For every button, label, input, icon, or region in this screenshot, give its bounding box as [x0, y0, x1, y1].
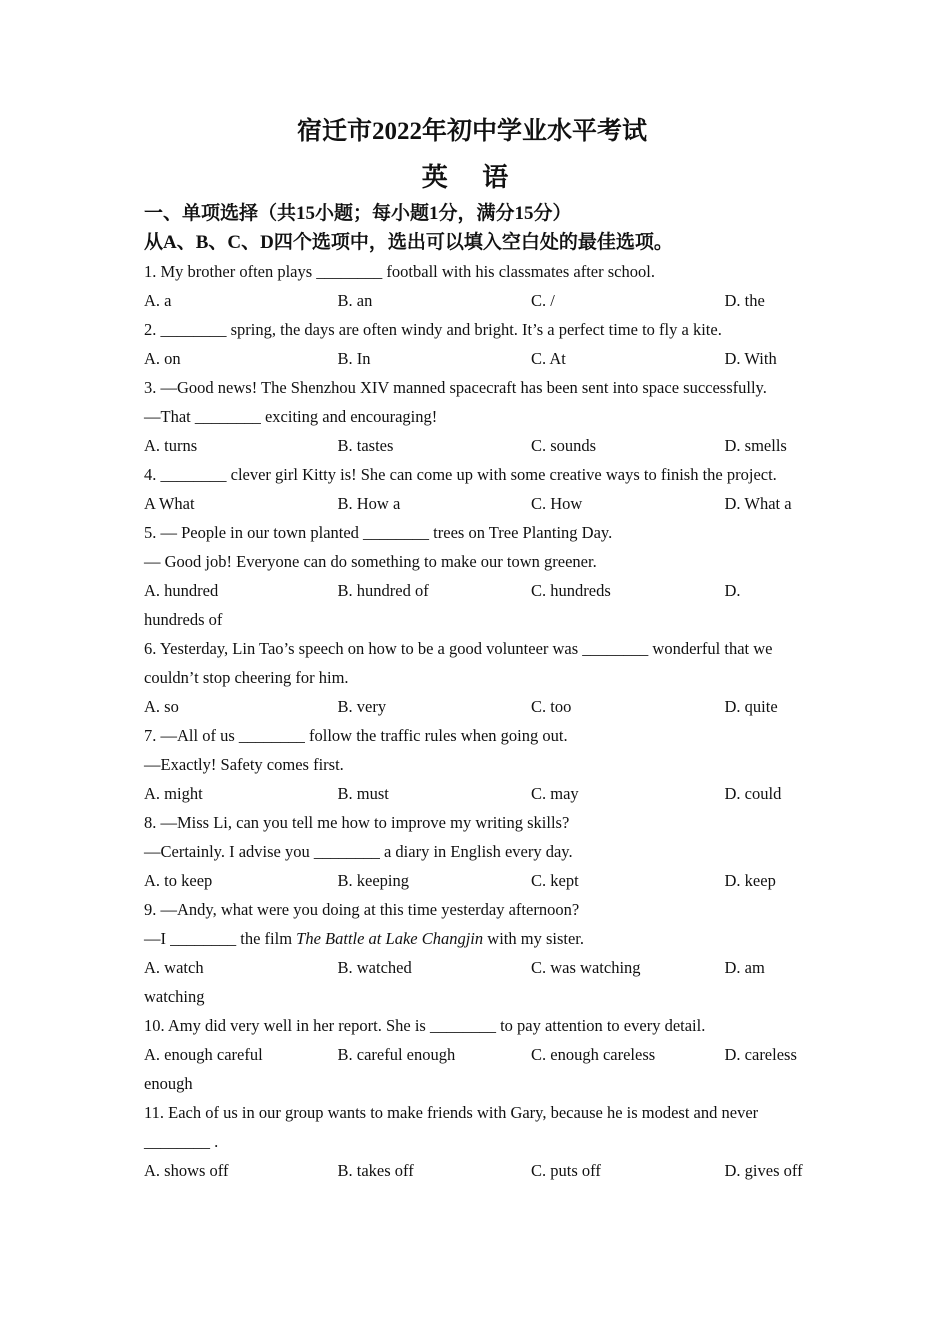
option-a: A. shows off [144, 1161, 229, 1180]
question-text-line-2: —That ________ exciting and encouraging! [144, 407, 438, 426]
question-10 [144, 1011, 824, 1098]
option-a: A What [144, 494, 195, 513]
question-text: 10. Amy did very well in her report. She is ________ to pay attention to every detail. [144, 1016, 706, 1035]
question-4 [144, 460, 824, 518]
option-c: C. too [531, 697, 572, 716]
option-d: D. careless [724, 1045, 797, 1064]
exam-subject: 英 语 [421, 163, 523, 192]
option-d: D. quite [724, 697, 778, 716]
option-d: D. could [724, 784, 782, 803]
options-row [144, 866, 824, 895]
option-a: A. to keep [144, 871, 213, 890]
options-row [144, 1040, 824, 1069]
question-text: 6. Yesterday, Lin Tao’s speech on how to be a good volunteer was ________ wonderful that we [144, 639, 773, 658]
question-2 [144, 315, 824, 373]
option-d: D. [724, 581, 741, 600]
option-c: C. may [531, 784, 579, 803]
options-row [144, 953, 824, 982]
question-text: 3. —Good news! The Shenzhou XIV manned spacecraft has been sent into space successfully. [144, 378, 767, 397]
question-text-line-2 [144, 924, 824, 953]
question-9 [144, 895, 824, 1011]
option-b: B. hundred of [337, 581, 429, 600]
options-row [144, 1156, 824, 1185]
film-title: The Battle at Lake Changjin [296, 929, 484, 948]
option-c: C. How [531, 494, 583, 513]
options-row [144, 576, 824, 605]
option-a: A. so [144, 697, 179, 716]
options-row [144, 344, 824, 373]
question-text-line-2: —Exactly! Safety comes first. [144, 755, 344, 774]
question-text: 2. ________ spring, the days are often windy and bright. It’s a perfect time to fly a kite. [144, 320, 722, 339]
question-text-line-2: couldn’t stop cheering for him. [144, 668, 349, 687]
section-heading: 一、单项选择（共15小题；每小题1分，满分15分） [144, 203, 572, 224]
option-b: B. watched [337, 958, 412, 977]
question-text-line-2: —Certainly. I advise you ________ a diary in English every day. [144, 842, 573, 861]
option-a: A. might [144, 784, 203, 803]
option-d: D. With [724, 349, 777, 368]
q9-after: with my sister. [483, 929, 584, 948]
options-row [144, 489, 824, 518]
options-row [144, 431, 824, 460]
question-3 [144, 373, 824, 460]
section-instruction: 从A、B、C、D四个选项中，选出可以填入空白处的最佳选项。 [144, 232, 673, 253]
question-8 [144, 808, 824, 895]
question-text: 11. Each of us in our group wants to make friends with Gary, because he is modest and never [144, 1103, 759, 1122]
option-a: A. hundred [144, 581, 219, 600]
question-text: 8. —Miss Li, can you tell me how to improve my writing skills? [144, 813, 570, 832]
option-a: A. watch [144, 958, 204, 977]
option-b: B. takes off [337, 1161, 414, 1180]
option-c: C. hundreds [531, 581, 611, 600]
option-c: C. was watching [531, 958, 641, 977]
option-b: B. very [337, 697, 387, 716]
option-b: B. must [337, 784, 389, 803]
option-a: A. turns [144, 436, 198, 455]
option-a: A. enough careful [144, 1045, 263, 1064]
question-6 [144, 634, 824, 721]
question-text: 5. — People in our town planted ________ trees on Tree Planting Day. [144, 523, 613, 542]
options-row [144, 779, 824, 808]
option-c: C. sounds [531, 436, 597, 455]
option-c: C. puts off [531, 1161, 601, 1180]
question-text-line-2: ________ . [144, 1132, 219, 1151]
options-row [144, 692, 824, 721]
option-b: B. keeping [337, 871, 409, 890]
option-d: D. What a [724, 494, 792, 513]
option-b: B. tastes [337, 436, 394, 455]
option-d-continued: enough [144, 1074, 193, 1093]
question-text: 4. ________ clever girl Kitty is! She can come up with some creative ways to finish the project. [144, 465, 777, 484]
question-5 [144, 518, 824, 634]
option-c: C. / [531, 291, 555, 310]
question-1 [144, 257, 824, 315]
option-c: C. At [531, 349, 566, 368]
question-text: 1. My brother often plays ________ football with his classmates after school. [144, 262, 655, 281]
q9-before: —I ________ the film [144, 929, 297, 948]
option-c: C. kept [531, 871, 579, 890]
options-row [144, 286, 824, 315]
exam-page [144, 112, 824, 1185]
exam-title: 宿迁市2022年初中学业水平考试 [296, 118, 647, 145]
option-d: D. keep [724, 871, 776, 890]
option-d-continued: watching [144, 987, 205, 1006]
option-d: D. am [724, 958, 765, 977]
option-a: A. on [144, 349, 181, 368]
question-11 [144, 1098, 824, 1185]
option-d: D. smells [724, 436, 787, 455]
question-text-line-2: — Good job! Everyone can do something to make our town greener. [144, 552, 597, 571]
option-d: D. gives off [724, 1161, 803, 1180]
option-b: B. an [337, 291, 373, 310]
option-b: B. How a [337, 494, 401, 513]
option-c: C. enough careless [531, 1045, 656, 1064]
option-a: A. a [144, 291, 172, 310]
option-b: B. In [337, 349, 371, 368]
option-d-continued: hundreds of [144, 610, 223, 629]
option-b: B. careful enough [337, 1045, 456, 1064]
option-d: D. the [724, 291, 765, 310]
question-text: 7. —All of us ________ follow the traffic rules when going out. [144, 726, 568, 745]
question-7 [144, 721, 824, 808]
question-text: 9. —Andy, what were you doing at this time yesterday afternoon? [144, 900, 580, 919]
